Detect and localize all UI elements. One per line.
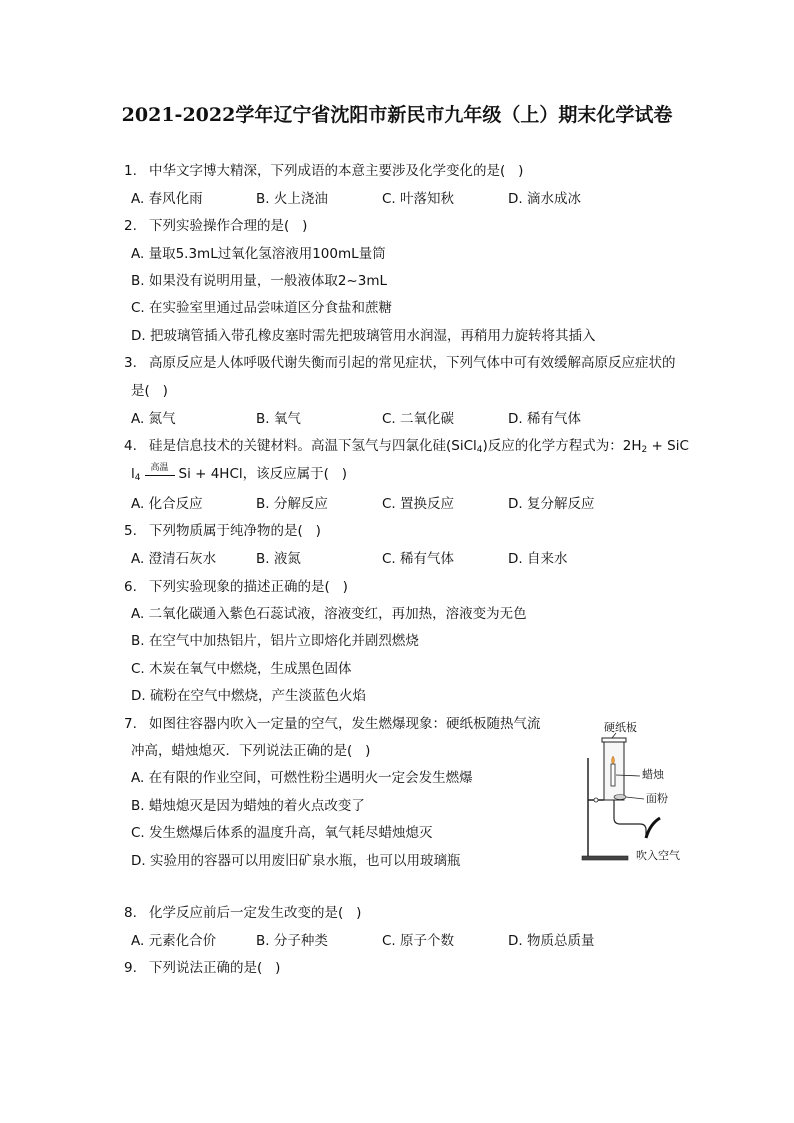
condition-label: 高温 (150, 463, 169, 473)
question-number: 8. (124, 905, 137, 921)
question-stem: 中华文字博大精深，下列成语的本意主要涉及化学变化的是( ) (149, 163, 524, 179)
figure-label-blow-air: 吹入空气 (636, 849, 680, 862)
option-b[interactable]: B. 液氮 (256, 551, 301, 567)
question-stem: 下列物质属于纯净物的是( ) (149, 523, 321, 539)
question-stem-continued: 是( ) (131, 383, 168, 399)
air-tube (614, 800, 646, 838)
question-number: 3. (124, 355, 137, 371)
question-stem-continued: $l_4$ 高温 Si + 4HCl，该反应属于( ) (131, 463, 348, 483)
question-stem: 下列说法正确的是( ) (149, 960, 281, 976)
subscript: 4 (476, 445, 483, 455)
question-number: 4. (124, 438, 137, 454)
question-stem: 如图往容器内吹入一定量的空气，发生燃爆现象：硬纸板随热气流 (149, 716, 541, 732)
dust-explosion-apparatus-figure (580, 720, 700, 870)
option-c[interactable]: C. 发生燃爆后体系的温度升高，氧气耗尽蜡烛熄灭 (131, 825, 433, 841)
option-c[interactable]: C. 木炭在氧气中燃烧，生成黑色固体 (131, 661, 352, 677)
question-number: 2. (124, 218, 137, 234)
question-number: 9. (124, 960, 137, 976)
option-b[interactable]: B. 蜡烛熄灭是因为蜡烛的着火点改变了 (131, 798, 365, 814)
stand-base (582, 856, 628, 860)
option-d[interactable]: D. 自来水 (508, 551, 568, 567)
candle-shape (611, 764, 615, 786)
exam-title: 2021-2022学年辽宁省沈阳市新民市九年级（上）期末化学试卷 (121, 104, 673, 126)
condition-bar (145, 475, 175, 476)
option-d[interactable]: D. 滴水成冰 (508, 191, 581, 207)
option-b[interactable]: B. 在空气中加热铝片，铝片立即熔化并剧烈燃烧 (131, 633, 419, 649)
flour-leader-line (626, 797, 644, 799)
question-stem: 高原反应是人体呼吸代谢失衡而引起的常见症状，下列气体中可有效缓解高原反应症状的 (149, 355, 676, 371)
flour-shape (614, 795, 626, 800)
clamp-screw (594, 798, 598, 802)
question-number: 5. (124, 523, 137, 539)
question-stem: 下列实验操作合理的是( ) (149, 218, 308, 234)
subscript: 2 (641, 445, 648, 455)
reaction-condition (143, 464, 177, 484)
option-a[interactable]: A. 氮气 (131, 411, 176, 427)
option-a[interactable]: A. 澄清石灰水 (131, 551, 217, 567)
option-b[interactable]: B. 火上浇油 (256, 191, 328, 207)
rubber-hose (646, 818, 660, 838)
option-a[interactable]: A. 二氧化碳通入紫色石蕊试液，溶液变红，再加热，溶液变为无色 (131, 606, 527, 622)
option-c[interactable]: C. 在实验室里通过品尝味道区分食盐和蔗糖 (131, 300, 393, 316)
option-b[interactable]: B. 如果没有说明用量，一般液体取2~3mL (131, 273, 388, 289)
question-stem-continued: 冲高，蜡烛熄灭．下列说法正确的是( ) (131, 743, 371, 759)
question-stem: 硅是信息技术的关键材料。高温下氢气与四氯化硅(SiCl$_4$)反应的化学方程式为：$2H_2$ + SiC (149, 438, 689, 455)
question-stem: 下列实验现象的描述正确的是( ) (149, 579, 348, 595)
question-number: 7. (124, 716, 137, 732)
figure-label-cardboard: 硬纸板 (604, 721, 637, 734)
option-a[interactable]: A. 化合反应 (131, 496, 203, 512)
cardboard-shape (602, 738, 626, 742)
option-a[interactable]: A. 量取5.3mL过氧化氢溶液用100mL量筒 (131, 246, 386, 262)
figure-label-flour: 面粉 (646, 792, 668, 805)
question-number: 6. (124, 579, 137, 595)
option-d[interactable]: D. 稀有气体 (508, 411, 581, 427)
option-c[interactable]: C. 叶落知秋 (382, 191, 455, 207)
option-c[interactable]: C. 二氧化碳 (382, 411, 455, 427)
option-d[interactable]: D. 实验用的容器可以用废旧矿泉水瓶，也可以用玻璃瓶 (131, 853, 461, 869)
option-a[interactable]: A. 元素化合价 (131, 933, 217, 949)
option-b[interactable]: B. 氧气 (256, 411, 301, 427)
option-a[interactable]: A. 在有限的作业空间，可燃性粉尘遇明火一定会发生燃爆 (131, 770, 473, 786)
question-stem: 化学反应前后一定发生改变的是( ) (149, 905, 362, 921)
question-number: 1. (124, 163, 137, 179)
option-b[interactable]: B. 分解反应 (256, 496, 328, 512)
option-c[interactable]: C. 置换反应 (382, 496, 455, 512)
option-b[interactable]: B. 分子种类 (256, 933, 328, 949)
subscript: 4 (134, 473, 141, 483)
figure-label-candle: 蜡烛 (642, 768, 664, 781)
option-d[interactable]: D. 复分解反应 (508, 496, 595, 512)
option-d[interactable]: D. 物质总质量 (508, 933, 595, 949)
option-a[interactable]: A. 春风化雨 (131, 191, 203, 207)
option-c[interactable]: C. 稀有气体 (382, 551, 455, 567)
option-d[interactable]: D. 把玻璃管插入带孔橡皮塞时需先把玻璃管用水润湿，再稍用力旋转将其插入 (131, 328, 596, 344)
option-d[interactable]: D. 硫粉在空气中燃烧，产生淡蓝色火焰 (131, 688, 366, 704)
option-c[interactable]: C. 原子个数 (382, 933, 455, 949)
